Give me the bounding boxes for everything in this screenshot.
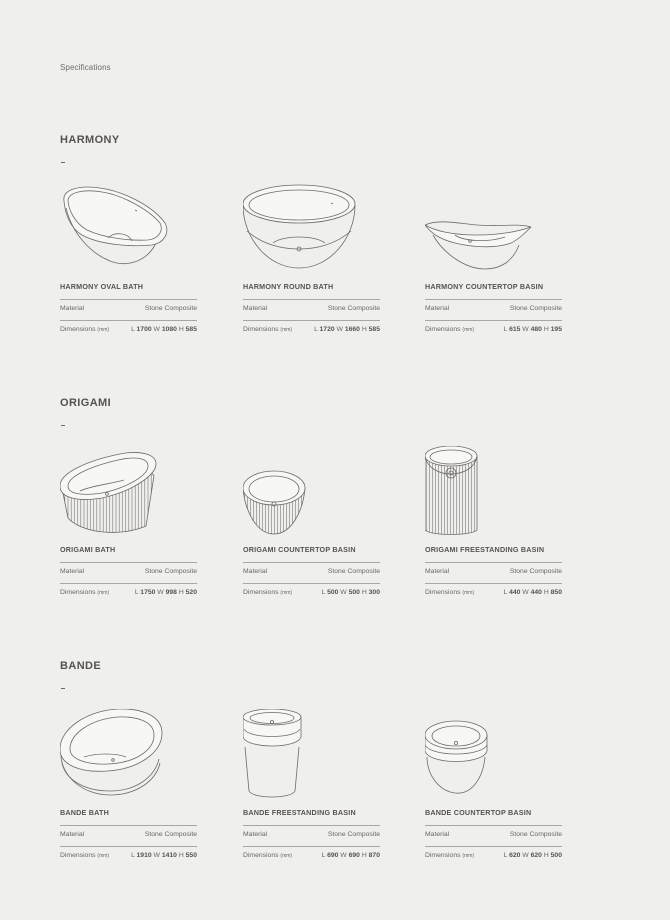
divider bbox=[425, 299, 562, 300]
dimensions-label: Dimensions bbox=[243, 589, 279, 596]
material-label: Material bbox=[60, 831, 85, 838]
dimensions-row bbox=[425, 852, 562, 859]
material-value: Stone Composite bbox=[144, 305, 197, 312]
dimensions-row bbox=[60, 589, 197, 596]
unit-label: (mm) bbox=[280, 327, 293, 333]
section-dash bbox=[61, 425, 65, 426]
dimensions-value: L 615 W 480 H 195 bbox=[503, 326, 562, 333]
fluted-pedestal-icon bbox=[425, 446, 563, 541]
unit-label: (mm) bbox=[280, 853, 293, 859]
material-value: Stone Composite bbox=[327, 305, 380, 312]
unit-label: (mm) bbox=[462, 590, 475, 596]
divider bbox=[60, 299, 197, 300]
material-value: Stone Composite bbox=[144, 568, 197, 575]
divider bbox=[243, 846, 380, 847]
dimensions-label: Dimensions bbox=[425, 326, 461, 333]
dimensions-label: Dimensions bbox=[60, 852, 96, 859]
dimensions-value: L 1720 W 1660 H 585 bbox=[314, 326, 380, 333]
material-label: Material bbox=[243, 831, 268, 838]
unit-label: (mm) bbox=[97, 590, 110, 596]
material-label: Material bbox=[243, 305, 268, 312]
page-label: Specifications bbox=[60, 63, 111, 72]
material-value: Stone Composite bbox=[327, 831, 380, 838]
oval-bath-icon bbox=[60, 183, 198, 278]
banded-bath-icon bbox=[60, 709, 198, 804]
dimensions-row bbox=[425, 326, 562, 333]
unit-label: (mm) bbox=[462, 853, 475, 859]
product-name: ORIGAMI BATH bbox=[60, 545, 116, 554]
material-value: Stone Composite bbox=[144, 831, 197, 838]
material-value: Stone Composite bbox=[509, 568, 562, 575]
section-title-harmony: HARMONY bbox=[60, 134, 120, 146]
divider bbox=[243, 320, 380, 321]
divider bbox=[425, 825, 562, 826]
material-row bbox=[60, 831, 197, 838]
section-dash bbox=[61, 162, 65, 163]
material-label: Material bbox=[425, 831, 450, 838]
dimensions-value: L 1700 W 1080 H 585 bbox=[131, 326, 197, 333]
dimensions-row bbox=[60, 852, 197, 859]
material-label: Material bbox=[425, 305, 450, 312]
product-name: BANDE BATH bbox=[60, 808, 109, 817]
dimensions-row bbox=[60, 326, 197, 333]
dimensions-value: L 1750 W 998 H 520 bbox=[134, 589, 197, 596]
material-label: Material bbox=[60, 568, 85, 575]
dimensions-row bbox=[243, 852, 380, 859]
dimensions-label: Dimensions bbox=[243, 852, 279, 859]
dimensions-value: L 690 W 690 H 870 bbox=[321, 852, 380, 859]
material-label: Material bbox=[60, 305, 85, 312]
divider bbox=[243, 825, 380, 826]
unit-label: (mm) bbox=[462, 327, 475, 333]
product-name: BANDE FREESTANDING BASIN bbox=[243, 808, 356, 817]
material-value: Stone Composite bbox=[509, 831, 562, 838]
divider bbox=[60, 583, 197, 584]
divider bbox=[425, 562, 562, 563]
divider bbox=[425, 320, 562, 321]
countertop-basin-icon bbox=[425, 183, 563, 278]
dimensions-label: Dimensions bbox=[60, 326, 96, 333]
product-name: HARMONY OVAL BATH bbox=[60, 282, 144, 291]
dimensions-value: L 440 W 440 H 850 bbox=[503, 589, 562, 596]
divider bbox=[425, 583, 562, 584]
divider bbox=[243, 562, 380, 563]
material-row bbox=[60, 568, 197, 575]
section-title-bande: BANDE bbox=[60, 660, 102, 672]
product-name: ORIGAMI FREESTANDING BASIN bbox=[425, 545, 545, 554]
divider bbox=[60, 846, 197, 847]
material-label: Material bbox=[243, 568, 268, 575]
fluted-bath-icon bbox=[60, 446, 198, 541]
unit-label: (mm) bbox=[97, 853, 110, 859]
unit-label: (mm) bbox=[97, 327, 110, 333]
material-label: Material bbox=[425, 568, 450, 575]
material-value: Stone Composite bbox=[327, 568, 380, 575]
material-row bbox=[243, 568, 380, 575]
material-row bbox=[60, 305, 197, 312]
dimensions-label: Dimensions bbox=[425, 852, 461, 859]
dimensions-label: Dimensions bbox=[425, 589, 461, 596]
dimensions-row bbox=[425, 589, 562, 596]
product-name: HARMONY ROUND BATH bbox=[243, 282, 334, 291]
unit-label: (mm) bbox=[280, 590, 293, 596]
divider bbox=[60, 562, 197, 563]
material-row bbox=[243, 305, 380, 312]
divider bbox=[60, 320, 197, 321]
product-name: ORIGAMI COUNTERTOP BASIN bbox=[243, 545, 356, 554]
dimensions-label: Dimensions bbox=[243, 326, 279, 333]
material-value: Stone Composite bbox=[509, 305, 562, 312]
material-row bbox=[425, 831, 562, 838]
round-bath-icon bbox=[243, 183, 381, 278]
fluted-basin-icon bbox=[243, 446, 381, 541]
divider bbox=[60, 825, 197, 826]
divider bbox=[243, 583, 380, 584]
dimensions-row bbox=[243, 589, 380, 596]
banded-pedestal-icon bbox=[243, 709, 381, 804]
material-row bbox=[425, 568, 562, 575]
material-row bbox=[425, 305, 562, 312]
product-name: BANDE COUNTERTOP BASIN bbox=[425, 808, 532, 817]
dimensions-row bbox=[243, 326, 380, 333]
dimensions-label: Dimensions bbox=[60, 589, 96, 596]
banded-basin-icon bbox=[425, 709, 563, 804]
product-name: HARMONY COUNTERTOP BASIN bbox=[425, 282, 544, 291]
dimensions-value: L 1910 W 1410 H 550 bbox=[131, 852, 197, 859]
section-dash bbox=[61, 688, 65, 689]
section-title-origami: ORIGAMI bbox=[60, 397, 112, 409]
dimensions-value: L 500 W 500 H 300 bbox=[321, 589, 380, 596]
material-row bbox=[243, 831, 380, 838]
divider bbox=[425, 846, 562, 847]
divider bbox=[243, 299, 380, 300]
dimensions-value: L 620 W 620 H 500 bbox=[503, 852, 562, 859]
